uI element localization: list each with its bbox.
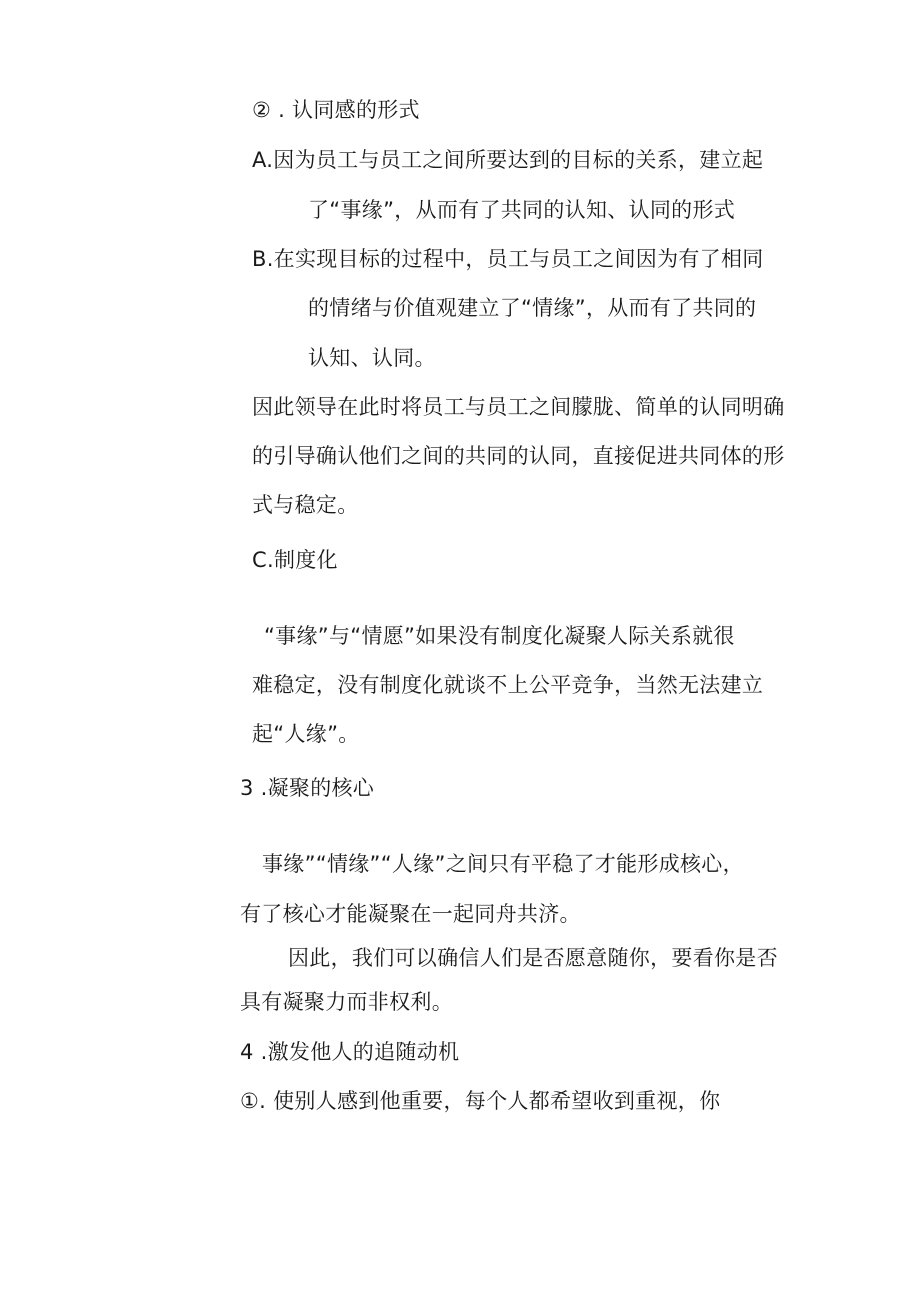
section-heading-inspire-followers: 4 .激发他人的追随动机 [240,1040,460,1064]
paragraph-line: 事缘”“情缘”“人缘”之间只有平稳了才能形成核心， [262,852,744,876]
paragraph-line: 因此，我们可以确信人们是否愿意随你，要看你是否 [288,946,778,970]
subsection-heading-institutionalization: C.制度化 [252,548,338,572]
paragraph-line: 具有凝聚力而非权利。 [240,990,453,1014]
paragraph-line: B.在实现目标的过程中，员工与员工之间因为有了相同 [252,247,764,271]
section-heading-core-of-cohesion: 3 .凝聚的核心 [240,776,375,800]
paragraph-line: 了“事缘”，从而有了共同的认知、认同的形式 [308,198,736,222]
paragraph-line: 式与稳定。 [252,493,359,517]
paragraph-line: 的引导确认他们之间的共同的认同，直接促进共同体的形 [252,444,785,468]
paragraph-line: 因此领导在此时将员工与员工之间朦胧、简单的认同明确 [252,395,785,419]
paragraph-line: 认知、认同。 [308,346,436,370]
paragraph-line: “事缘”与“情愿”如果没有制度化凝聚人际关系就很 [264,624,735,648]
section-heading-recognition-form: ② . 认同感的形式 [252,98,420,122]
paragraph-line: A.因为员工与员工之间所要达到的目标的关系，建立起 [252,148,764,172]
paragraph-line: 有了核心才能凝聚在一起同舟共济。 [240,902,581,926]
paragraph-line: 难稳定，没有制度化就谈不上公平竞争，当然无法建立 [252,673,764,697]
paragraph-line: ①. 使别人感到他重要，每个人都希望收到重视，你 [240,1089,721,1113]
paragraph-line: 起“人缘”。 [252,722,360,746]
paragraph-line: 的情绪与价值观建立了“情缘”，从而有了共同的 [308,296,757,320]
